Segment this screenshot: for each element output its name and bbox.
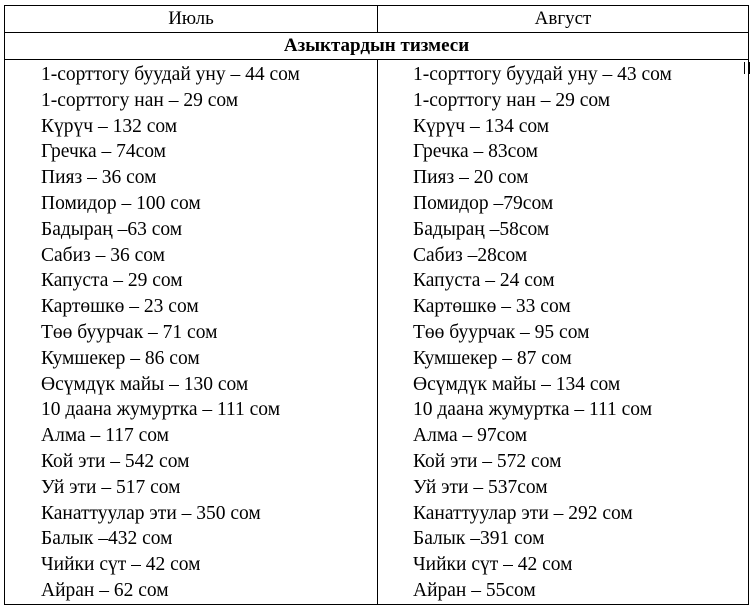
price-table (4, 5, 749, 605)
july-list-item: Күрүч – 132 сом (41, 115, 178, 137)
july-list-item: Кой эти – 542 сом (41, 450, 190, 472)
august-list-item: Төө буурчак – 95 сом (413, 321, 590, 343)
august-list-item: Айран – 55сом (413, 579, 536, 601)
list-row (5, 60, 749, 605)
header-row (5, 6, 749, 33)
july-price-list (5, 60, 377, 604)
august-list-item: Бадыраң –58сом (413, 218, 550, 240)
august-list-item: Балык –391 сом (413, 528, 545, 550)
august-list-item: Гречка – 83сом (413, 141, 538, 163)
august-column-header: Август (378, 6, 749, 33)
august-list-item: 1-сорттогу нан – 29 сом (413, 89, 611, 111)
august-list-item: 1-сорттогу буудай уну – 43 сом (413, 64, 672, 85)
august-list-item: Чийки сүт – 42 сом (413, 554, 573, 576)
august-list-item: 10 даана жумуртка – 111 сом (413, 399, 653, 421)
august-list-item: Өсүмдүк майы – 134 сом (413, 373, 621, 395)
july-cell (5, 60, 378, 605)
july-column-header: Июль (5, 6, 378, 33)
july-list-item: Сабиз – 36 сом (41, 244, 165, 266)
august-cell (378, 60, 749, 605)
july-list-item: Өсүмдүк майы – 130 сом (41, 373, 249, 395)
july-list-item: 1-сорттогу буудай уну – 44 сом (41, 64, 300, 85)
august-list-item: Кумшекер – 87 сом (413, 347, 572, 369)
july-list-item: Төө буурчак – 71 сом (41, 321, 218, 343)
table-title: Азыктардын тизмеси (5, 33, 749, 60)
july-list-item: Уй эти – 517 сом (41, 476, 181, 498)
august-list-item: Картөшкө – 33 сом (413, 296, 571, 318)
edge-marker (744, 62, 750, 74)
july-list-item: Капуста – 29 сом (41, 270, 183, 292)
july-list-item: Картөшкө – 23 сом (41, 296, 199, 318)
august-list-item: Сабиз –28сом (413, 244, 528, 266)
july-list-item: Гречка – 74сом (41, 141, 166, 163)
august-list-item: Алма – 97сом (413, 425, 528, 447)
august-list-item: Помидор –79сом (413, 192, 554, 214)
july-list-item: 1-сорттогу нан – 29 сом (41, 89, 239, 111)
july-list-item: Бадыраң –63 сом (41, 218, 183, 240)
august-list-item: Уй эти – 537сом (413, 476, 548, 498)
july-list-item: 10 даана жумуртка – 111 сом (41, 399, 281, 421)
title-row (5, 33, 749, 60)
july-list-item: Канаттуулар эти – 350 сом (41, 502, 261, 524)
july-list-item: Балык –432 сом (41, 528, 173, 550)
august-price-list (378, 60, 748, 604)
august-list-item: Канаттуулар эти – 292 сом (413, 502, 633, 524)
august-list-item: Күрүч – 134 сом (413, 115, 550, 137)
august-list-item: Кой эти – 572 сом (413, 450, 562, 472)
july-list-item: Айран – 62 сом (41, 579, 169, 601)
july-list-item: Чийки сүт – 42 сом (41, 554, 201, 576)
july-list-item: Помидор – 100 сом (41, 192, 201, 214)
july-list-item: Кумшекер – 86 сом (41, 347, 200, 369)
august-list-item: Капуста – 24 сом (413, 270, 555, 292)
july-list-item: Алма – 117 сом (41, 425, 169, 447)
july-list-item: Пияз – 36 сом (41, 167, 157, 189)
august-list-item: Пияз – 20 сом (413, 167, 529, 189)
